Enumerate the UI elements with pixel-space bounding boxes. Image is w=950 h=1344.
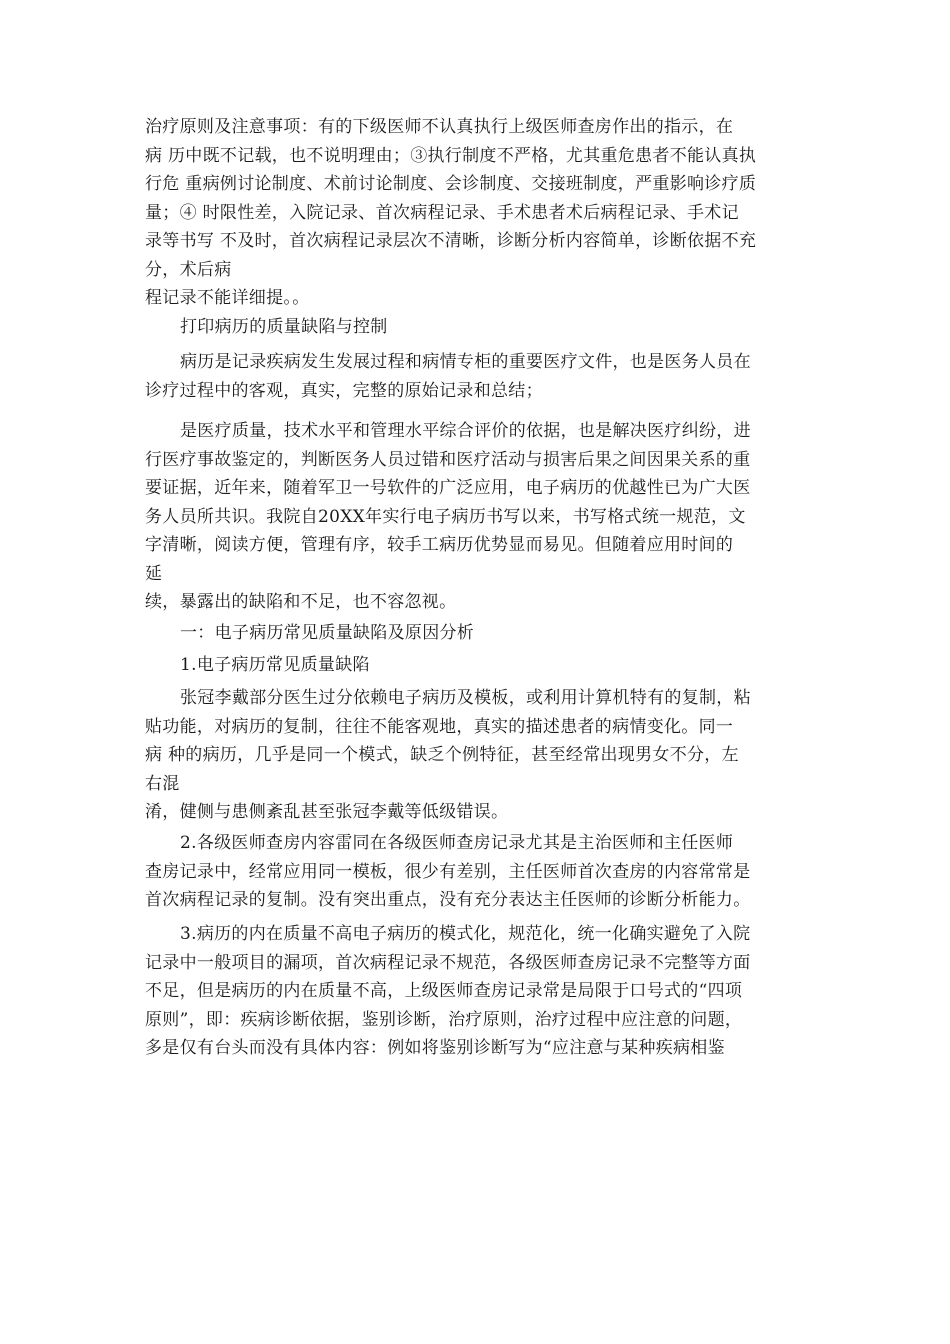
- text-line: 续，暴露出的缺陷和不足，也不容忽视。: [145, 592, 457, 612]
- text-line: 病 种的病历，几乎是同一个模式，缺乏个例特征，甚至经常出现男女不分，左: [145, 745, 739, 765]
- heading-text: 打印病历的质量缺陷与控制: [180, 317, 388, 337]
- section-heading: [145, 313, 845, 342]
- text-line: 病 历中既不记载，也不说明理由；③执行制度不严格，尤其重危患者不能认真执: [145, 145, 757, 166]
- text-line: 要证据，近年来，随着军卫一号软件的广泛应用，电子病历的优越性已为广大医: [145, 478, 751, 498]
- text-line: 病历是记录疾病发生发展过程和病情专柜的重要医疗文件，也是医务人员在: [180, 352, 751, 372]
- text-line: 贴功能，对病历的复制，往往不能客观地，真实的描述患者的病情变化。同一: [145, 716, 734, 737]
- text-line: 务人员所共识。我院自20XX年实行电子病历书写以来，书写格式统一规范，文: [145, 506, 746, 527]
- item-heading: [145, 651, 845, 680]
- text-line: 治疗原则及注意事项：有的下级医师不认真执行上级医师查房作出的指示，在: [145, 117, 734, 137]
- text-line: 查房记录中，经常应用同一模板，很少有差别，主任医师首次查房的内容常常是: [145, 861, 751, 882]
- text-line: 诊疗过程中的客观，真实，完整的原始记录和总结；: [145, 380, 543, 401]
- text-line: 行医疗事故鉴定的，判断医务人员过错和医疗活动与损害后果之间因果关系的重: [145, 449, 751, 470]
- text-line: 右混: [145, 773, 180, 794]
- section-heading: [145, 619, 845, 648]
- paragraph-definition: [145, 348, 810, 405]
- heading-text: 1.电子病历常见质量缺陷: [180, 655, 370, 675]
- text-line: 首次病程记录的复制。没有突出重点，没有充分表达主任医师的诊断分析能力。: [145, 890, 751, 910]
- text-line: 淆，健侧与患侧紊乱甚至张冠李戴等低级错误。: [145, 802, 509, 822]
- text-line: 延: [145, 563, 163, 584]
- text-line: 原则”，即：疾病诊断依据，鉴别诊断，治疗原则，治疗过程中应注意的问题，: [145, 1009, 743, 1030]
- text-line: 不足，但是病历的内在质量不高，上级医师查房记录常是局限于口号式的“四项: [145, 981, 743, 1001]
- text-line: 分，术后病: [145, 259, 232, 280]
- paragraph-evaluation: [145, 417, 810, 617]
- text-line: 3.病历的内在质量不高电子病历的模式化，规范化，统一化确实避免了入院: [180, 924, 751, 944]
- text-line: 程记录不能详细提。。: [145, 288, 310, 308]
- text-line: 张冠李戴部分医生过分依赖电子病历及模板，或利用计算机特有的复制，粘: [180, 688, 751, 708]
- text-line: 量；④ 时限性差，入院记录、首次病程记录、手术患者术后病程记录、手术记: [145, 202, 739, 223]
- text-line: 记录中一般项目的漏项，首次病程记录不规范，各级医师查房记录不完整等方面: [145, 952, 751, 973]
- text-line: 行危 重病例讨论制度、术前讨论制度、会诊制度、交接班制度，严重影响诊疗质: [145, 174, 757, 194]
- text-line: 2.各级医师查房内容雷同在各级医师查房记录尤其是主治医师和主任医师: [180, 833, 734, 853]
- paragraph-continuation: [145, 113, 810, 313]
- text-line: 字清晰，阅读方便，管理有序，较手工病历优势显而易见。但随着应用时间的: [145, 535, 734, 555]
- text-line: 多是仅有台头而没有具体内容：例如将鉴别诊断写为“应注意与某种疾病相鉴: [145, 1038, 725, 1058]
- paragraph-item-2: [145, 829, 810, 915]
- paragraph-copy-paste: [145, 684, 810, 827]
- heading-text: 一：电子病历常见质量缺陷及原因分析: [180, 623, 475, 643]
- text-line: 是医疗质量，技术水平和管理水平综合评价的依据，也是解决医疗纠纷，进: [180, 421, 751, 441]
- paragraph-item-3: [145, 920, 810, 1063]
- text-line: 录等书写 不及时，首次病程记录层次不清晰，诊断分析内容简单，诊断依据不充: [145, 231, 757, 251]
